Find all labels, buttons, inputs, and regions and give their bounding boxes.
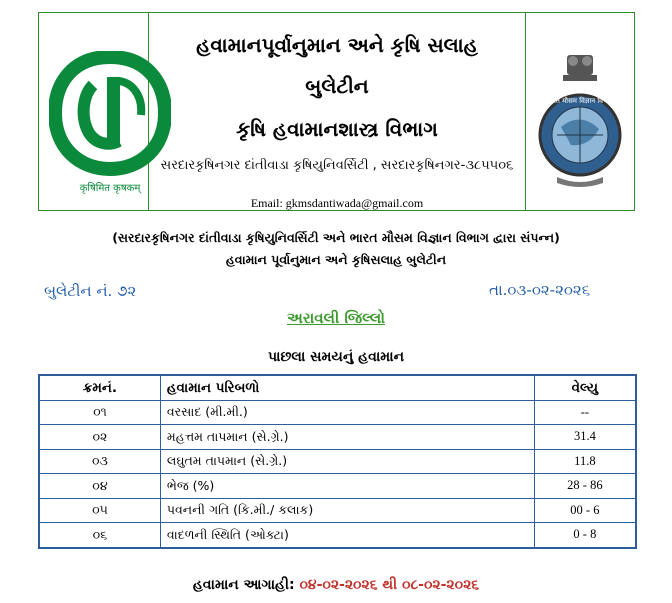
district-name: અરાવલી જિલ્લો [287,309,385,327]
row-parameter: પવનની ગતિ (કિ.મી./ કલાક) [160,498,534,523]
table-header-row [39,375,636,400]
title-line-1: હવામાનપૂર્વાનુમાન અને કૃષિ સલાહ [196,33,478,57]
address-text: સરદારકૃષિનગર દાંતીવાડા કૃષિયુનિવર્સિટી , સરદારકૃષિનગર-૩૮૫૫૦૬ [160,158,514,173]
row-parameter: મહત્તમ તાપમાન (સે.ગ્રે.) [160,425,534,450]
col-value-header: વેલ્યુ [534,375,636,400]
row-value: 31.4 [534,425,636,450]
row-serial: ૦૫ [39,498,160,523]
email-link[interactable]: Email: gkmsdantiwada@gmail.com [250,196,424,210]
row-serial: ૦૨ [39,425,160,450]
row-value: 11.8 [534,449,636,474]
row-serial: ૦૩ [39,449,160,474]
row-parameter: લઘુતમ તાપમાન (સે.ગ્રે.) [160,449,534,474]
row-parameter: વાદળની સ્થિતિ (ઓક્ટા) [160,523,534,548]
bulletin-number: બુલેટીન નં. ૭૨ [44,282,137,300]
row-value: -- [534,400,636,425]
imd-emblem-icon [531,51,629,191]
forecast-heading [0,577,672,593]
bulletin-header [38,12,635,211]
logo-motto: कृषिमित कृषकम् [79,183,141,194]
row-serial: ૦૪ [39,474,160,499]
header-divider-right [525,13,526,210]
table-row [39,474,636,499]
table-row [39,449,636,474]
row-value: 0 - 8 [534,523,636,548]
row-serial: ૦૧ [39,400,160,425]
title-line-2: બુલેટીન [305,74,369,98]
row-parameter: ભેજ (%) [160,474,534,499]
bulletin-date: તા.૦૩-૦૨-૨૦૨૬ [489,281,591,299]
row-value: 00 - 6 [534,498,636,523]
row-parameter: વરસાદ (મી.મી.) [160,400,534,425]
forecast-dates: ૦૪-૦૨-૨૦૨૬ થી ૦૮-૦૨-૨૦૨૬ [299,577,480,593]
past-weather-title: પાછલા સમયનું હવામાન [267,349,405,365]
table-row [39,498,636,523]
collaboration-note: (સરદારકૃષિનગર દાંતીવાડા કૃષિયુનિવર્સિટી અને ભારત મૌસમ વિજ્ઞાન વિભાગ દ્વારા સંપન્ન) [112,230,560,245]
emblem-label: भारत मौसम विज्ञान विभाग [546,97,614,105]
title-line-3: કૃષિ હવામાનશાસ્ત્ર વિભાગ [236,117,438,141]
col-parameter-header: હવામાન પરિબળો [160,375,534,400]
col-serial-header: ક્રમનં. [39,375,160,400]
bulletin-subtitle: હવામાન પૂર્વાનુમાન અને કૃષિસલાહ બુલેટીન [225,252,447,267]
forecast-label: હવામાન આગાહી: [192,577,295,593]
past-weather-table [38,374,637,549]
table-row [39,425,636,450]
row-value: 28 - 86 [534,474,636,499]
table-row [39,400,636,425]
row-serial: ૦૬ [39,523,160,548]
district-heading [0,309,672,327]
table-row [39,523,636,548]
